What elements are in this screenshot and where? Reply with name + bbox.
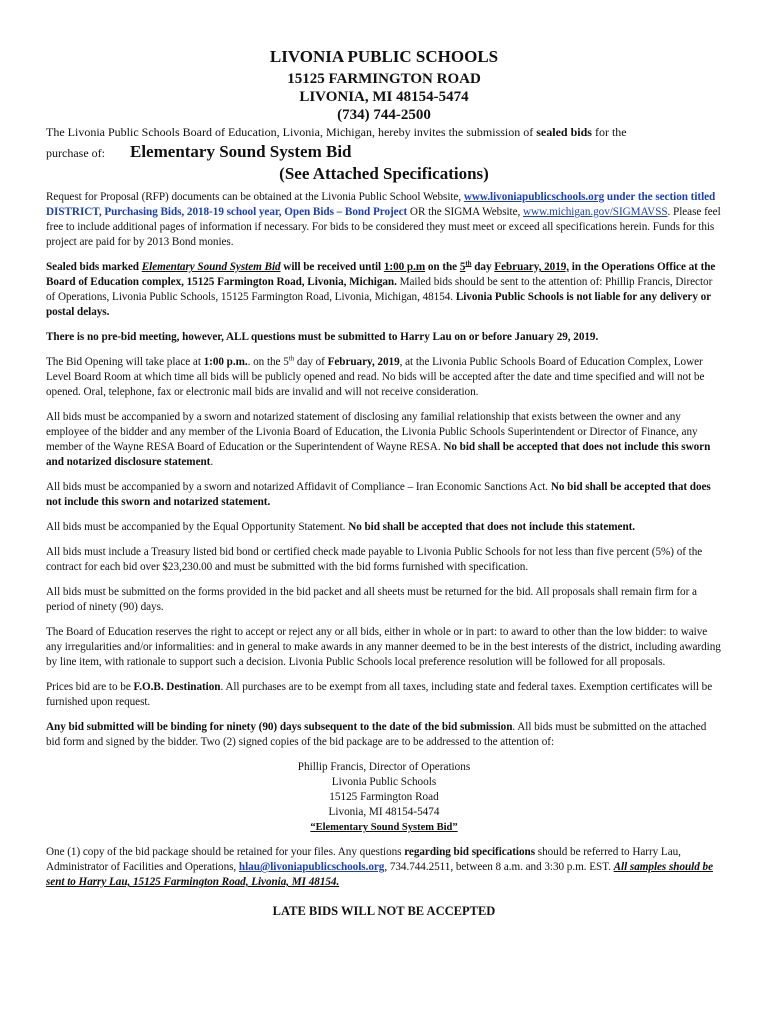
rfp-text-2: OR the SIGMA Website, (407, 206, 524, 218)
school-phone: (734) 744-2500 (337, 107, 431, 123)
equal-text: All bids must be accompanied by the Equal Opportunity Statement. (46, 521, 349, 533)
sworn-tail: . (210, 456, 214, 468)
opening-date: February, 2019 (327, 356, 400, 368)
prices-paragraph (46, 680, 722, 710)
opening-text-4: , at the Livonia Public Schools Board of Education Complex, Lower Level Board Room at which time all bids will be publicly opened and read. No bids will be accepted after the date and time specified and will not be opened. Oral, telephone, fax or electronic mail bids are invalid and will not receive consideration. (46, 356, 705, 398)
rfp-text-1: Request for Proposal (RFP) documents can be obtained at the Livonia Public School Website, (46, 191, 464, 203)
opening-day-suffix: th (288, 354, 295, 363)
address-line-2: Livonia Public Schools (331, 776, 437, 788)
bid-subtitle: (See Attached Specifications) (279, 164, 489, 183)
late-bids-notice: LATE BIDS WILL NOT BE ACCEPTED (272, 904, 496, 918)
sealed-bids-paragraph (46, 260, 722, 320)
copy-bold: regarding bid specifications (404, 846, 536, 858)
binding-bold: Any bid submitted will be binding for ninety (90) days subsequent to the date of the bid submission (46, 721, 513, 733)
school-city: LIVONIA, MI 48154-5474 (299, 89, 469, 105)
copy-paragraph (46, 845, 722, 890)
opening-time: 1:00 p.m. (203, 356, 248, 368)
treasury-paragraph: All bids must include a Treasury listed bid bond or certified check made payable to Livonia Public Schools for not less than five percent (5%) of the contract for each bid over $23,230.00 and must be submitted with the bid forms furnished with specification. (46, 546, 703, 573)
sealed-day: 5 (459, 261, 466, 273)
sworn-paragraph (46, 410, 722, 470)
address-bid-label: “Elementary Sound System Bid” (310, 822, 458, 833)
address-line-4: Livonia, MI 48154-5474 (328, 806, 440, 818)
sealed-date: February, 2019, (494, 261, 570, 273)
intro-paragraph (46, 124, 722, 140)
sealed-text-5: in the Operations Office at the Board of Education complex, 15125 Farmington Road, Livonia, Michigan. (46, 261, 716, 288)
sealed-text-2: will be received until (280, 261, 384, 273)
sworn-text: All bids must be accompanied by a sworn and notarized statement of disclosing any familial relationship that exists between the owner and any employee of the bidder and any member of the Livonia Board of Education, the Livonia Public Schools Superintendent or Director of Finance, any member of the Wayne RESA Board of Education or the Superintendent of Wayne RESA. (46, 411, 698, 453)
sealed-mail-text: Mailed bids should be sent to the attention of: Phillip Francis, Director of Operations, Livonia Public Schools, 15125 Farmington Road, Livonia, Michigan, 48154. (46, 276, 713, 303)
rfp-section-note: under the section titled DISTRICT, Purchasing Bids, 2018-19 school year, Open Bids – Bond Project (46, 191, 716, 218)
binding-text: . All bids must be submitted on the attached bid form and signed by the bidder. Two (2) signed copies of the bid package are to be addressed to the attention of: (46, 721, 707, 748)
intro-tail: for the (591, 125, 627, 139)
bid-title: Elementary Sound System Bid (130, 142, 352, 161)
affidavit-paragraph (46, 480, 722, 510)
copy-text-2: should be referred to Harry Lau, Administrator of Facilities and Operations, (46, 846, 681, 873)
sealed-liability: Livonia Public Schools is not liable for any delivery or postal delays. (46, 291, 711, 318)
sealed-time: 1:00 p.m (383, 261, 426, 273)
sealed-text-4: day (471, 261, 495, 273)
prices-fob: F.O.B. Destination (133, 681, 221, 693)
affidavit-bold: No bid shall be accepted that does not include this sworn and notarized statement. (46, 481, 711, 508)
prices-text-2: . All purchases are to be exempt from all taxes, including state and federal taxes. Exemption certificates will be furnished upon request. (46, 681, 713, 708)
mailing-address (46, 760, 722, 835)
purpose-row (46, 142, 722, 162)
address-line-1: Phillip Francis, Director of Operations (297, 761, 471, 773)
copy-samples-note: All samples should be sent to Harry Lau, 15125 Farmington Road, Livonia, MI 48154. (46, 861, 713, 888)
school-name: LIVONIA PUBLIC SCHOOLS (269, 47, 499, 66)
rfp-paragraph (46, 190, 722, 250)
sealed-text-3: on the (425, 261, 460, 273)
purpose-label: purchase of: (46, 146, 105, 160)
opening-paragraph (46, 355, 722, 400)
website-link[interactable]: www.livoniapublicschools.org (463, 191, 605, 203)
affidavit-text: All bids must be accompanied by a sworn and notarized Affidavit of Compliance – Iran Economic Sanctions Act. (46, 481, 551, 493)
school-street: 15125 FARMINGTON ROAD (287, 71, 481, 87)
sealed-bid-name: Elementary Sound System Bid (141, 261, 281, 273)
copy-text-3: , 734.744.2511, between 8 a.m. and 3:30 p.m. EST. (384, 861, 614, 873)
board-rights-paragraph: The Board of Education reserves the right to accept or reject any or all bids, either in whole or in part: to award to other than the low bidder: to waive any irregularities and/or informalities: and in general to make awards in any manner deemed to be in the best interests of the district, including awarding by line item, with rationale to support such a decision. Livonia Public Schools local preference resolution will be followed for all proposals. (46, 626, 721, 668)
opening-text-1: The Bid Opening will take place at (46, 356, 204, 368)
email-link[interactable]: hlau@livoniapublicschools.org (238, 861, 385, 873)
opening-text-2: . on the 5 (247, 356, 289, 368)
equal-opportunity-paragraph (46, 520, 722, 535)
equal-bold: No bid shall be accepted that does not include this statement. (348, 521, 636, 533)
binding-paragraph (46, 720, 722, 750)
sealed-day-suffix: th (465, 259, 472, 268)
opening-text-3: day of (294, 356, 328, 368)
address-line-3: 15125 Farmington Road (329, 791, 439, 803)
rfp-text-3: . Please feel free to include additional pages of information if necessary. For bids to be considered they must meet or exceed all specifications herein. Funds for this project are paid for by 2013 Bond monies. (46, 206, 721, 248)
intro-text: The Livonia Public Schools Board of Education, Livonia, Michigan, hereby invites the submission of (46, 125, 537, 139)
prebid-paragraph: There is no pre-bid meeting, however, ALL questions must be submitted to Harry Lau on or before January 29, 2019. (46, 331, 599, 343)
sealed-text-1: Sealed bids marked (46, 261, 142, 273)
intro-bold: sealed bids (536, 125, 592, 139)
bid-notice-document (46, 46, 722, 919)
sigma-link[interactable]: www.michigan.gov/SIGMAVSS (523, 206, 668, 218)
copy-text-1: One (1) copy of the bid package should be retained for your files. Any questions (46, 846, 405, 858)
prices-text-1: Prices bid are to be (46, 681, 134, 693)
sworn-bold: No bid shall be accepted that does not include this sworn and notarized disclosure statement (46, 441, 711, 468)
forms-paragraph: All bids must be submitted on the forms provided in the bid packet and all sheets must be returned for the bid. All proposals shall remain firm for a period of ninety (90) days. (46, 586, 697, 613)
